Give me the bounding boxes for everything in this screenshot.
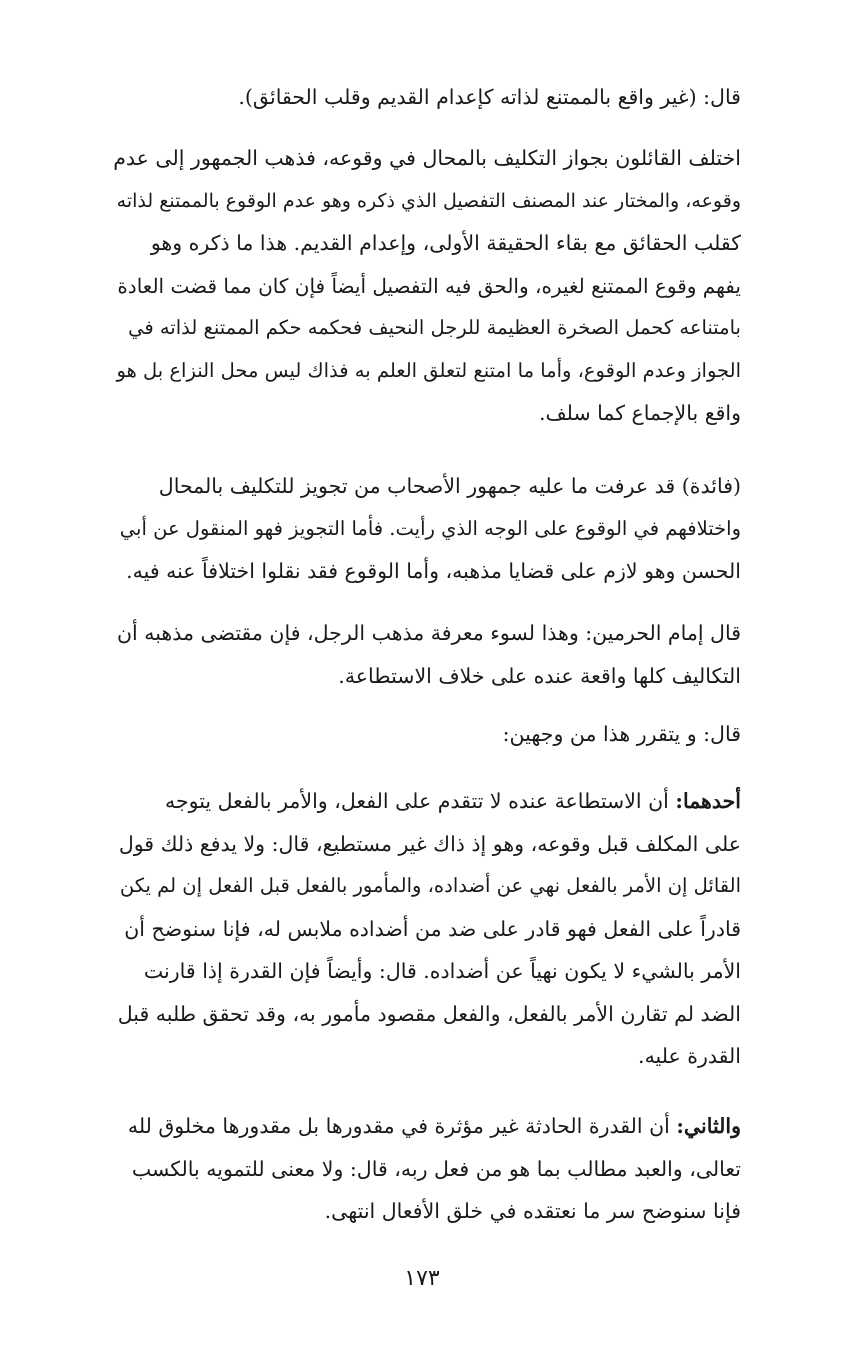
text-line: الجواز وعدم الوقوع، وأما ما امتنع لتعلق العلم به فذاك ليس محل النزاع بل هو	[116, 358, 741, 382]
text-line: بامتناعه كحمل الصخرة العظيمة للرجل النحيف فحكمه حكم الممتنع لذاته في	[128, 316, 741, 339]
text-line: قال إمام الحرمين: وهذا لسوء معرفة مذهب الرجل، فإن مقتضى مذهبه أن	[116, 621, 741, 645]
text-line	[113, 1105, 741, 1148]
text-line: قادراً على الفعل فهو قادر على ضد من أضداده ملابس له، فإنا سنوضح أن	[124, 916, 741, 941]
paragraph-intro	[113, 713, 741, 756]
text-line: كقلب الحقائق مع بقاء الحقيقة الأولى، وإعدام القديم. هذا ما ذكره وهو	[150, 231, 741, 255]
page-number: ١٧٣	[404, 1266, 440, 1291]
text-line: تعالى، والعبد مطالب بما هو من فعل ربه، قال: ولا معنى للتمويه بالكسب	[131, 1156, 741, 1181]
paragraph-first-aspect	[113, 780, 741, 1078]
line-text: أن القدرة الحادثة غير مؤثرة في مقدورها بل مقدورها مخلوق لله	[127, 1114, 677, 1138]
text-line: وقوعه، والمختار عند المصنف التفصيل الذي ذكره وهو عدم الوقوع بالممتنع لذاته	[116, 189, 741, 212]
text-line: يفهم وقوع الممتنع لغيره، والحق فيه التفصيل أيضاً فإن كان مما قضت العادة	[117, 273, 741, 298]
text-line: القائل إن الأمر بالفعل نهي عن أضداده، والمأمور بالفعل قبل الفعل إن لم يكن	[119, 874, 741, 897]
paragraph-commentary	[113, 137, 741, 435]
text-line: الأمر بالشيء لا يكون نهياً عن أضداده. قال: وأيضاً فإن القدرة إذا قارنت	[143, 959, 741, 983]
text-line: قال: و يتقرر هذا من وجهين:	[502, 722, 741, 746]
text-line	[113, 780, 741, 823]
line-text: أن الاستطاعة عنده لا تتقدم على الفعل، والأمر بالفعل يتوجه	[164, 789, 676, 813]
text-line: اختلف القائلون بجواز التكليف بالمحال في وقوعه، فذهب الجمهور إلى عدم	[113, 146, 741, 170]
lead-word: أحدهما:	[675, 789, 741, 813]
text-line: قال: (غير واقع بالممتنع لذاته كإعدام القديم وقلب الحقائق).	[238, 85, 741, 109]
text-line: (فائدة) قد عرفت ما عليه جمهور الأصحاب من تجويز للتكليف بالمحال	[158, 474, 741, 498]
lead-word: والثاني:	[676, 1114, 741, 1138]
text-line: القدرة عليه.	[638, 1044, 741, 1068]
text-line: واقع بالإجماع كما سلف.	[538, 401, 741, 425]
paragraph-quote	[113, 76, 741, 119]
text-line: التكاليف كلها واقعة عنده على خلاف الاستطاعة.	[338, 663, 741, 688]
paragraph-note	[113, 465, 741, 593]
text-line: الضد لم تقارن الأمر بالفعل، والفعل مقصود مأمور به، وقد تحقق طلبه قبل	[117, 1001, 741, 1026]
paragraph-second-aspect	[113, 1105, 741, 1233]
text-line: الحسن وهو لازم على قضايا مذهبه، وأما الوقوع فقد نقلوا اختلافاً عنه فيه.	[126, 559, 741, 583]
text-line: فإنا سنوضح سر ما نعتقده في خلق الأفعال انتهى.	[324, 1199, 741, 1223]
paragraph-imam-quote	[113, 612, 741, 697]
text-line: على المكلف قبل وقوعه، وهو إذ ذاك غير مستطيع، قال: ولا يدفع ذلك قول	[118, 831, 741, 856]
text-line: واختلافهم في الوقوع على الوجه الذي رأيت. فأما التجويز فهو المنقول عن أبي	[119, 516, 741, 540]
